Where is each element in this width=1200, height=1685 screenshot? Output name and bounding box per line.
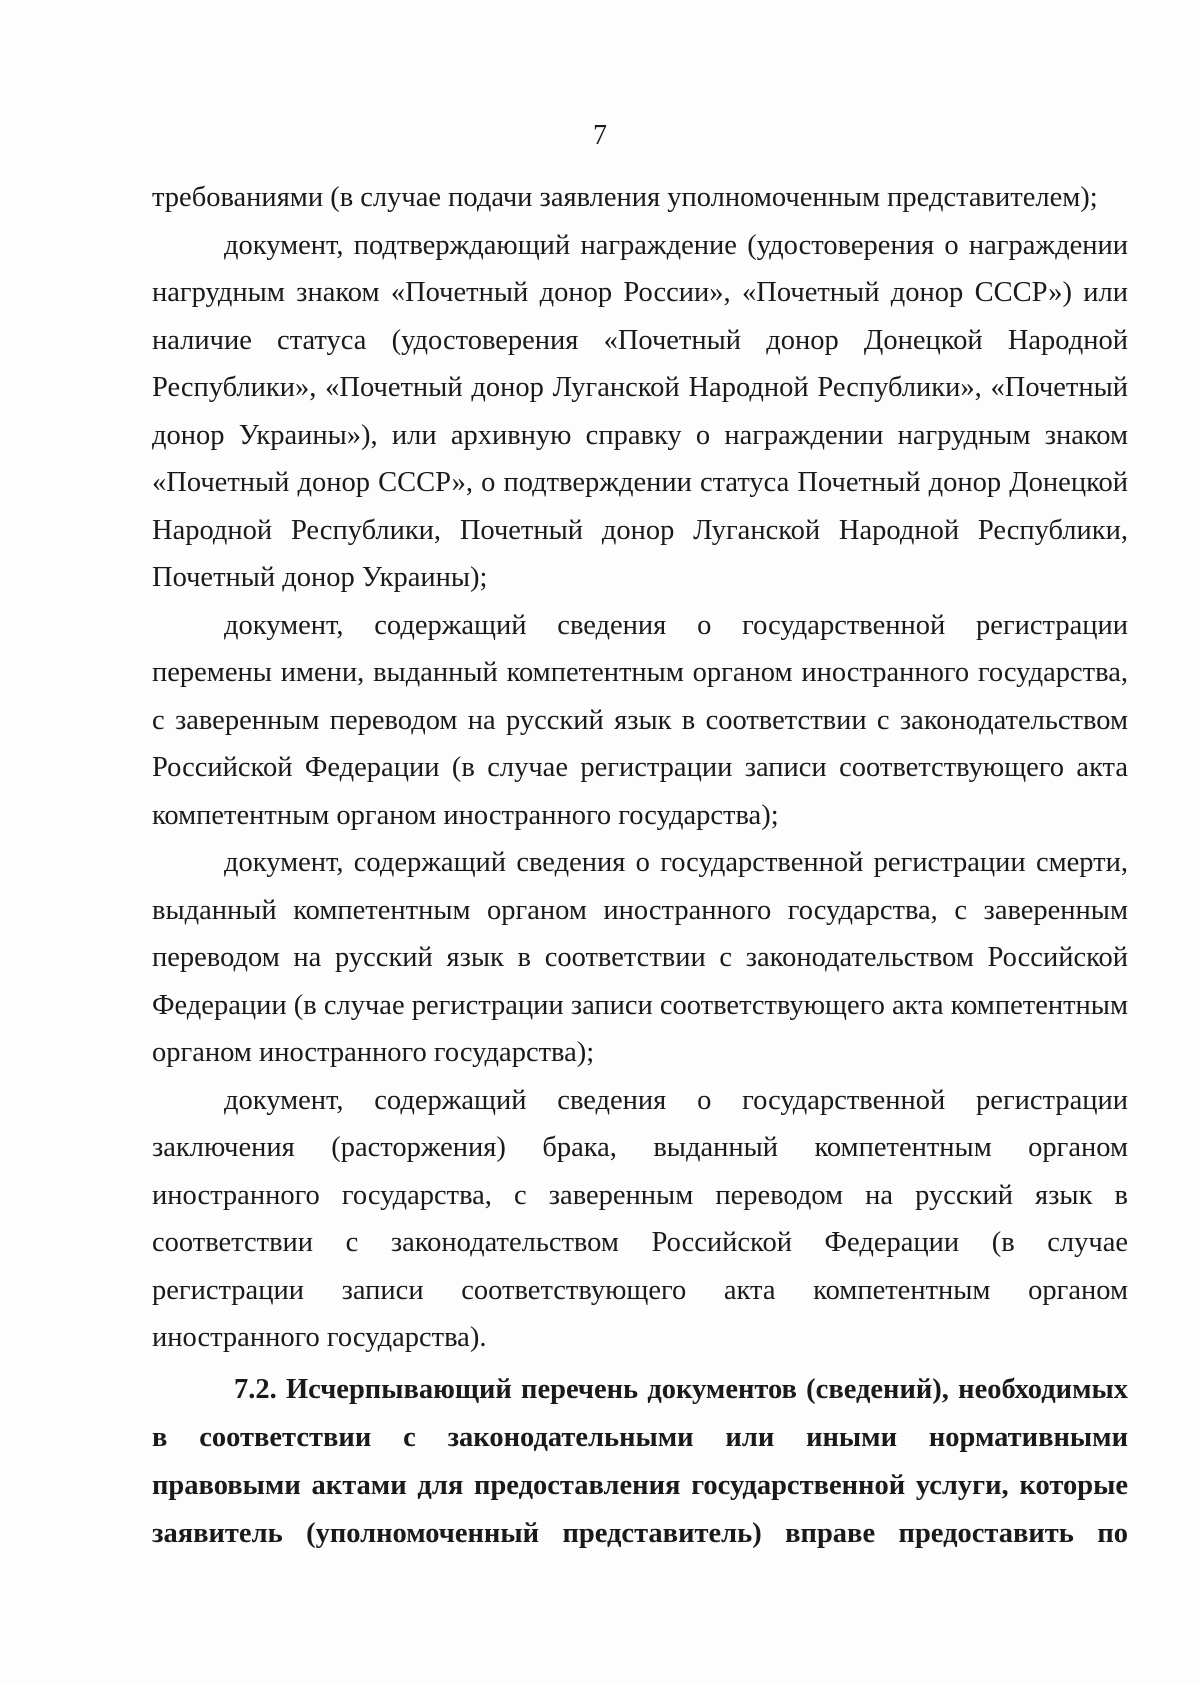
document-body	[152, 174, 1128, 1558]
page-number: 7	[593, 120, 607, 151]
paragraph-donor-document: документ, подтверждающий награждение (удостоверения о награждении нагрудным знаком «Почетный донор России», «Почетный донор СССР») или наличие статуса (удостоверения «Почетный донор Донецкой Народной Республики», «Почетный донор Луганской Народной Республики», «Почетный донор Украины»), или архивную справку о награждении нагрудным знаком «Почетный донор СССР», о подтверждении статуса Почетный донор Донецкой Народной Республики, Почетный донор Луганской Народной Республики, Почетный донор Украины);	[152, 229, 1128, 593]
section-heading-7-2: 7.2. Исчерпывающий перечень документов (сведений), необходимых в соответствии с законодательными или иными нормативными правовыми актами для предоставления государственной услуги, которые заявитель (уполномоченный представитель) вправе предоставить по	[152, 1373, 1128, 1549]
paragraph-continuation: требованиями (в случае подачи заявления уполномоченным представителем);	[152, 182, 1098, 213]
paragraph-death-registration-document: документ, содержащий сведения о государственной регистрации смерти, выданный компетентным органом иностранного государства, с заверенным переводом на русский язык в соответствии с законодательством Российской Федерации (в случае регистрации записи соответствующего акта компетентным органом иностранного государства);	[152, 847, 1128, 1068]
paragraph-marriage-registration-document: документ, содержащий сведения о государственной регистрации заключения (расторжения) брака, выданный компетентным органом иностранного государства, с заверенным переводом на русский язык в соответствии с законодательством Российской Федерации (в случае регистрации записи соответствующего акта компетентным органом иностранного государства).	[152, 1084, 1128, 1353]
paragraph-name-change-document: документ, содержащий сведения о государственной регистрации перемены имени, выданный компетентным органом иностранного государства, с заверенным переводом на русский язык в соответствии с законодательством Российской Федерации (в случае регистрации записи соответствующего акта компетентным органом иностранного государства);	[152, 609, 1128, 831]
